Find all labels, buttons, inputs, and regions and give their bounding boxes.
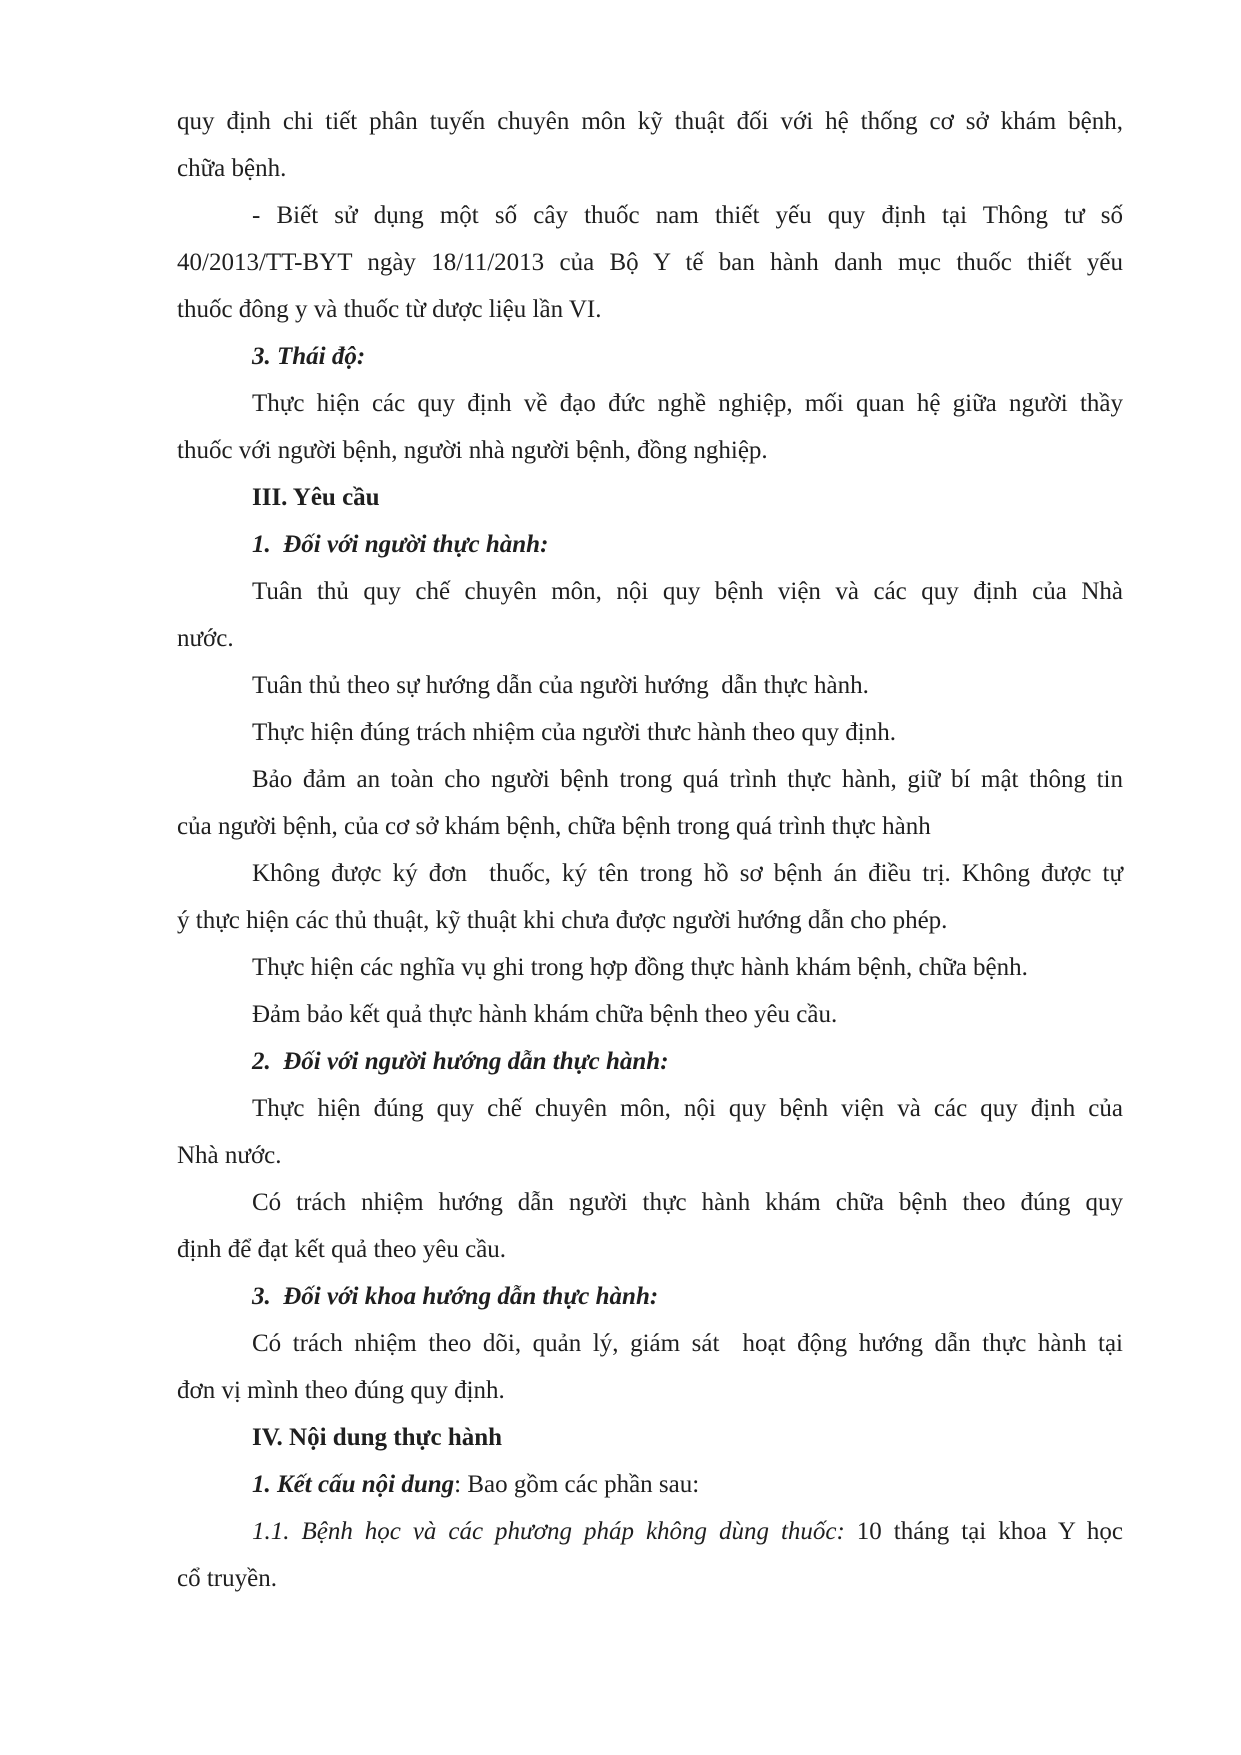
text-line	[177, 850, 1123, 897]
text-segment: : Bao gồm các phần sau:	[454, 1471, 700, 1498]
text-line	[177, 1508, 1123, 1555]
text-line	[177, 1461, 1123, 1508]
text-segment: Bảo đảm an toàn cho người bệnh trong quá trình thực hành, giữ bí mật thông tin	[252, 766, 1123, 793]
text-line	[177, 333, 1123, 380]
text-line	[177, 380, 1123, 427]
text-line	[177, 803, 1123, 850]
text-segment: đơn vị mình theo đúng quy định.	[177, 1377, 505, 1404]
text-segment: Nhà nước.	[177, 1142, 282, 1169]
text-segment: 1. Đối với người thực hành:	[252, 531, 549, 558]
text-segment: 1. Kết cấu nội dung	[252, 1471, 455, 1498]
text-line	[177, 991, 1123, 1038]
text-segment: 1.1. Bệnh học và các phương pháp không dùng thuốc:	[252, 1518, 845, 1545]
text-segment: của người bệnh, của cơ sở khám bệnh, chữa bệnh trong quá trình thực hành	[177, 813, 931, 840]
text-segment: 40/2013/TT-BYT ngày 18/11/2013 của Bộ Y tế ban hành danh mục thuốc thiết yếu	[177, 249, 1123, 276]
text-segment: 3. Thái độ:	[252, 343, 366, 370]
text-line	[177, 1179, 1123, 1226]
text-segment: nước.	[177, 625, 234, 652]
text-line	[177, 474, 1123, 521]
text-segment: thuốc với người bệnh, người nhà người bệnh, đồng nghiệp.	[177, 437, 768, 464]
text-segment: IV. Nội dung thực hành	[252, 1424, 503, 1451]
text-line	[177, 662, 1123, 709]
text-line	[177, 568, 1123, 615]
text-line	[177, 192, 1123, 239]
text-segment: Tuân thủ quy chế chuyên môn, nội quy bệnh viện và các quy định của Nhà	[252, 578, 1123, 605]
text-segment: Tuân thủ theo sự hướng dẫn của người hướng dẫn thực hành.	[252, 672, 869, 699]
text-segment: - Biết sử dụng một số cây thuốc nam thiết yếu quy định tại Thông tư số	[252, 202, 1123, 229]
text-line	[177, 897, 1123, 944]
text-segment: ý thực hiện các thủ thuật, kỹ thuật khi chưa được người hướng dẫn cho phép.	[177, 907, 948, 934]
page-content	[177, 98, 1123, 1602]
text-segment: Thực hiện đúng quy chế chuyên môn, nội quy bệnh viện và các quy định của	[252, 1095, 1123, 1122]
text-segment: định để đạt kết quả theo yêu cầu.	[177, 1236, 507, 1263]
text-segment: III. Yêu cầu	[252, 484, 380, 511]
text-line	[177, 1132, 1123, 1179]
text-segment: Thực hiện các quy định về đạo đức nghề nghiệp, mối quan hệ giữa người thầy	[252, 390, 1123, 417]
text-line	[177, 286, 1123, 333]
text-line	[177, 98, 1123, 145]
text-line	[177, 1555, 1123, 1602]
text-segment: 10 tháng tại khoa Y học	[844, 1518, 1123, 1545]
text-line	[177, 615, 1123, 662]
text-lines-container	[177, 98, 1123, 1602]
text-segment: Thực hiện các nghĩa vụ ghi trong hợp đồng thực hành khám bệnh, chữa bệnh.	[252, 954, 1028, 981]
text-line	[177, 709, 1123, 756]
text-line	[177, 521, 1123, 568]
text-segment: Có trách nhiệm hướng dẫn người thực hành khám chữa bệnh theo đúng quy	[252, 1189, 1123, 1216]
text-segment: Có trách nhiệm theo dõi, quản lý, giám sát hoạt động hướng dẫn thực hành tại	[252, 1330, 1123, 1357]
text-line	[177, 756, 1123, 803]
text-line	[177, 1367, 1123, 1414]
text-segment: 3. Đối với khoa hướng dẫn thực hành:	[252, 1283, 659, 1310]
text-segment: quy định chi tiết phân tuyến chuyên môn kỹ thuật đối với hệ thống cơ sở khám bệnh,	[177, 108, 1123, 135]
text-segment: Thực hiện đúng trách nhiệm của người thưc hành theo quy định.	[252, 719, 896, 746]
text-line	[177, 427, 1123, 474]
text-segment: thuốc đông y và thuốc từ dược liệu lần VI.	[177, 296, 602, 323]
text-line	[177, 1414, 1123, 1461]
text-segment: chữa bệnh.	[177, 155, 287, 182]
text-line	[177, 239, 1123, 286]
text-line	[177, 1226, 1123, 1273]
text-line	[177, 145, 1123, 192]
text-segment: cổ truyền.	[177, 1565, 277, 1592]
text-segment: Đảm bảo kết quả thực hành khám chữa bệnh theo yêu cầu.	[252, 1001, 838, 1028]
text-segment: Không được ký đơn thuốc, ký tên trong hồ sơ bệnh án điều trị. Không được tự	[252, 860, 1123, 887]
text-line	[177, 1038, 1123, 1085]
text-line	[177, 1085, 1123, 1132]
text-line	[177, 1273, 1123, 1320]
text-line	[177, 1320, 1123, 1367]
text-segment: 2. Đối với người hướng dẫn thực hành:	[252, 1048, 669, 1075]
text-line	[177, 944, 1123, 991]
